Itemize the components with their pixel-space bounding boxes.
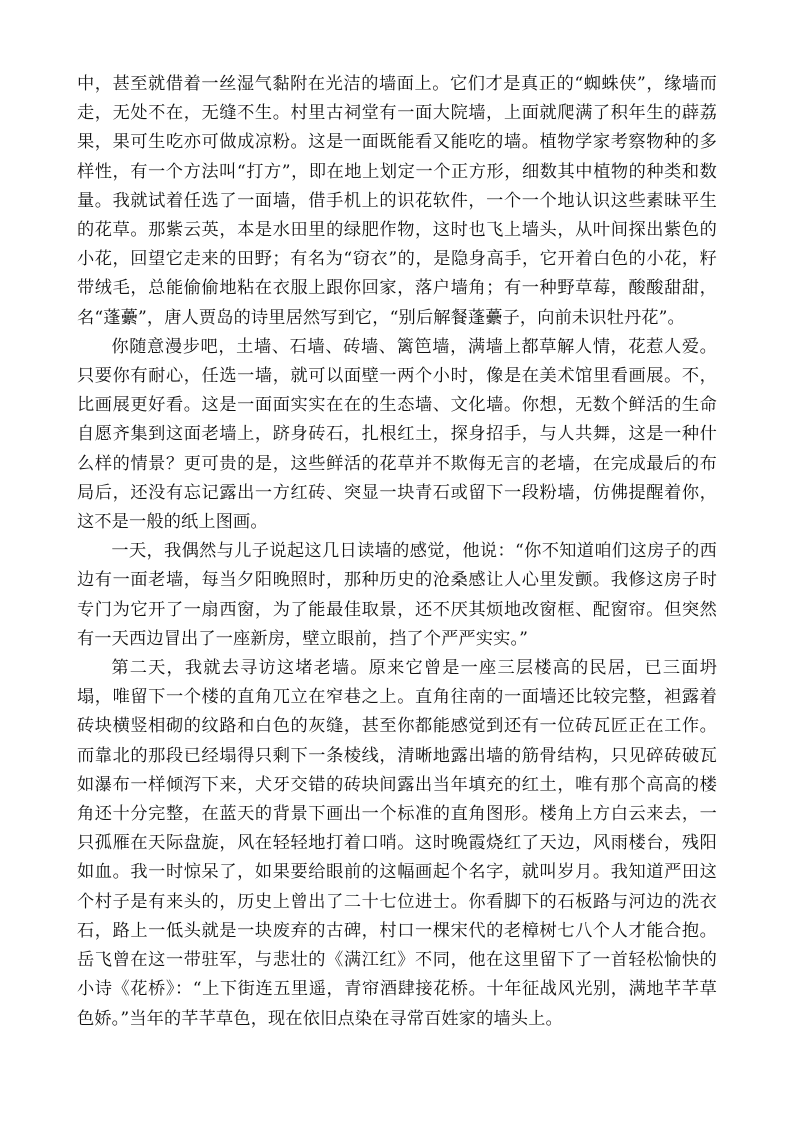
- article-body: [77, 70, 717, 1034]
- paragraph-1: 中，甚至就借着一丝湿气黏附在光洁的墙面上。它们才是真正的“蜘蛛侠”，缘墙而走，无处不在，无缝不生。村里古祠堂有一面大院墙，上面就爬满了积年生的薜荔果，果可生吃亦可做成凉粉。这是一面既能看又能吃的墙。植物学家考察物种的多样性，有一个方法叫“打方”，即在地上划定一个正方形，细数其中植物的种类和数量。我就试着任选了一面墙，借手机上的识花软件，一个一个地认识这些素昧平生的花草。那紫云英，本是水田里的绿肥作物，这时也飞上墙头，从叶间探出紫色的小花，回望它走来的田野；有名为“窃衣”的，是隐身高手，它开着白色的小花，籽带绒毛，总能偷偷地粘在衣服上跟你回家，落户墙角；有一种野草莓，酸酸甜甜，名“蓬虆”，唐人贾岛的诗里居然写到它，“别后解餐蓬虆子，向前未识牡丹花”。: [77, 74, 717, 328]
- paragraph-2: 你随意漫步吧，土墙、石墙、砖墙、篱笆墙，满墙上都草解人情，花惹人爱。只要你有耐心，任选一墙，就可以面壁一两个小时，像是在美术馆里看画展。不，比画展更好看。这是一面面实实在在的生态墙、文化墙。你想，无数个鲜活的生命自愿齐集到这面老墙上，跻身砖石，扎根红土，探身招手，与人共舞，这是一种什么样的情景？更可贵的是，这些鲜活的花草并不欺侮无言的老墙，在完成最后的布局后，还没有忘记露出一方红砖、突显一块青石或留下一段粉墙，仿佛提醒着你，这不是一般的纸上图画。: [77, 336, 717, 533]
- paragraph-4: 第二天，我就去寻访这堵老墙。原来它曾是一座三层楼高的民居，已三面坍塌，唯留下一个楼的直角兀立在窄巷之上。直角往南的一面墙还比较完整，袒露着砖块横竖相砌的纹路和白色的灰缝，甚至你都能感觉到还有一位砖瓦匠正在工作。而靠北的那段已经塌得只剩下一条棱线，清晰地露出墙的筋骨结构，只见碎砖破瓦如瀑布一样倾泻下来，犬牙交错的砖块间露出当年填充的红土，唯有那个高高的楼角还十分完整，在蓝天的背景下画出一个标准的直角图形。楼角上方白云来去，一只孤雁在天际盘旋，风在轻轻地打着口哨。这时晚霞烧红了天边，风雨楼台，残阳如血。我一时惊呆了，如果要给眼前的这幅画起个名字，就叫岁月。我知道严田这个村子是有来头的，历史上曾出了二十七位进士。你看脚下的石板路与河边的洗衣石，路上一低头就是一块废弃的古碑，村口一棵宋代的老樟树七八个人才能合抱。岳飞曾在这一带驻军，与悲壮的《满江红》不同，他在这里留下了一首轻松愉快的小诗《花桥》：“上下街连五里遥，青帘酒肆接花桥。十年征战风光别，满地芊芊草色娇。”当年的芊芊草色，现在依旧点染在寻常百姓家的墙头上。: [77, 658, 717, 1029]
- paragraph-3: 一天，我偶然与儿子说起这几日读墙的感觉，他说：“你不知道咱们这房子的西边有一面老墙，每当夕阳晚照时，那种历史的沧桑感让人心里发颤。我修这房子时专门为它开了一扇西窗，为了能最佳取景，还不厌其烦地改窗框、配窗帘。但突然有一天西边冒出了一座新房，壁立眼前，挡了个严严实实。”: [77, 541, 717, 649]
